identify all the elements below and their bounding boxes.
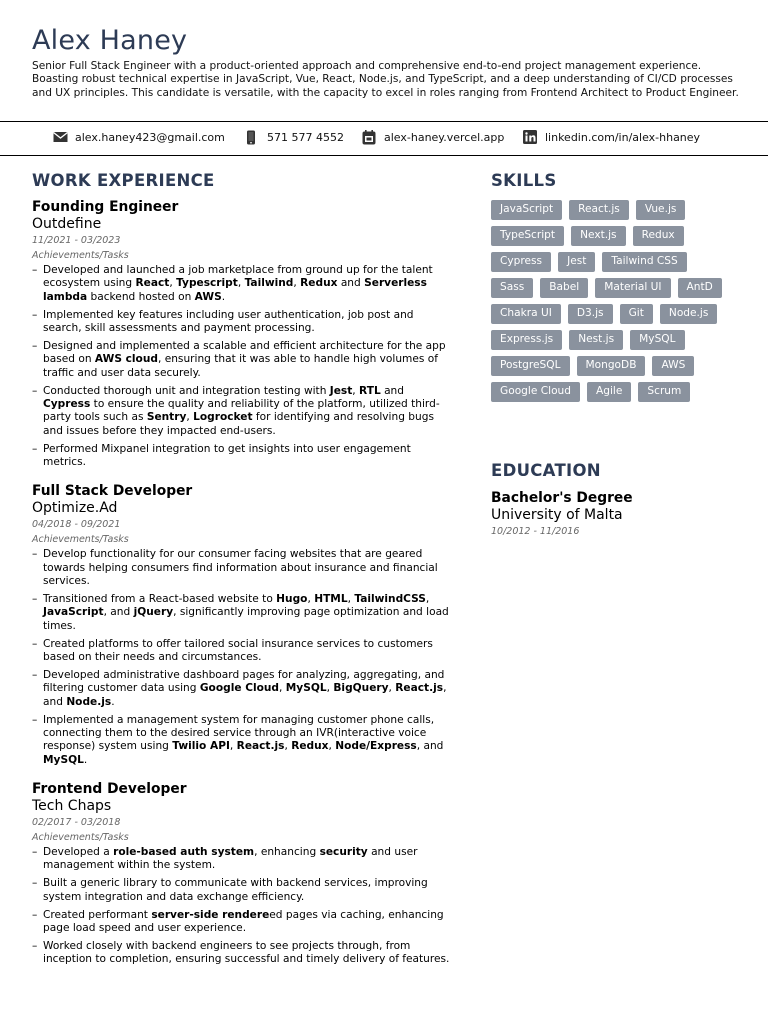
skill-tag: Git — [620, 304, 653, 324]
skill-tag: MySQL — [630, 330, 684, 350]
linkedin-icon — [523, 130, 537, 144]
achievement-list — [32, 846, 452, 967]
highlight-text: MySQL — [285, 682, 327, 695]
achievements-label: Achievements/Tasks — [32, 250, 129, 261]
skill-tag: React.js — [569, 200, 629, 220]
skill-tag: Next.js — [571, 226, 626, 246]
bullet-text: Implemented key features including user authentication, job post and search, skill assessments and payment processing. — [43, 308, 414, 334]
contact-phone[interactable] — [245, 130, 344, 144]
highlight-text: Twilio API — [172, 740, 230, 753]
achievement-item — [32, 877, 452, 904]
linkedin-text: linkedin.com/in/alex-hhaney — [545, 130, 701, 144]
highlight-text: Tailwind — [244, 277, 294, 290]
phone-icon — [245, 130, 259, 144]
highlight-text: server-side rendere — [151, 908, 270, 921]
degree-title: Bachelor's Degree — [491, 490, 633, 506]
email-text: alex.haney423@gmail.com — [75, 130, 225, 144]
mail-icon — [53, 130, 67, 144]
company-name: Outdefine — [32, 216, 102, 232]
achievement-item — [32, 385, 452, 438]
bullet-text: Performed Mixpanel integration to get insights into user engagement metrics. — [43, 442, 411, 469]
job-title: Frontend Developer — [32, 780, 187, 797]
website-icon — [362, 130, 376, 144]
bullet-text: Designed and implemented a scalable and efficient architecture for the app based on — [43, 340, 446, 366]
highlight-text: jQuery — [133, 606, 174, 619]
skill-tag: Cypress — [491, 252, 551, 272]
highlight-text: Sentry — [146, 411, 187, 424]
bullet-text: , — [326, 682, 334, 695]
achievement-list — [32, 548, 452, 767]
skill-tag: AWS — [652, 356, 694, 376]
skill-tag: Tailwind CSS — [602, 252, 686, 272]
bullet-text: and — [380, 384, 405, 397]
highlight-text: security — [319, 845, 368, 858]
highlight-text: React — [135, 277, 170, 290]
highlight-text: MySQL — [43, 753, 84, 766]
skill-tag: Jest — [558, 252, 595, 272]
bullet-text: Built a generic library to communicate with backend services, improving system integration and data exchange efficiency. — [43, 877, 428, 903]
bullet-text: , enhancing — [254, 845, 320, 858]
achievement-item — [32, 340, 452, 380]
bullet-text: Worked closely with backend engineers to see projects through, from inception to completion, ensuring successful and timely delivery of features. — [43, 940, 450, 966]
contact-website[interactable] — [362, 130, 504, 144]
bullet-text: and — [337, 277, 365, 290]
bullet-text: , — [352, 384, 360, 397]
highlight-text: React.js — [236, 740, 285, 753]
bullet-text: , ensuring that it was able to handle high volumes of traffic and user data securely. — [43, 353, 438, 379]
bullet-text: . — [221, 290, 226, 303]
education-dates: 10/2012 - 11/2016 — [491, 526, 580, 537]
highlight-text: Node.js — [66, 695, 112, 708]
job-entry — [32, 781, 452, 967]
company-name: Optimize.Ad — [32, 500, 118, 517]
bullet-text: Develop functionality for our consumer facing websites that are geared towards helping consumers find information about insurance and financial services. — [43, 548, 438, 587]
highlight-text: Logrocket — [193, 411, 253, 424]
contact-linkedin[interactable] — [523, 130, 700, 144]
skill-tag: Scrum — [638, 382, 690, 402]
highlight-text: RTL — [359, 384, 381, 397]
highlight-text: Redux — [300, 277, 338, 290]
phone-text: 571 577 4552 — [267, 130, 344, 144]
website-text: alex-haney.vercel.app — [384, 130, 505, 144]
bullet-text: to ensure the quality and reliability of the platform, utilized third-party tools such as — [43, 398, 440, 424]
highlight-text: HTML — [314, 593, 348, 606]
skill-tag: Redux — [633, 226, 684, 246]
skill-tag: Agile — [587, 382, 631, 402]
bullet-text: , — [186, 411, 194, 424]
skill-tag: Express.js — [491, 330, 562, 350]
highlight-text: JavaScript — [43, 606, 104, 619]
skill-tag: TypeScript — [491, 226, 564, 246]
highlight-text: Jest — [329, 384, 353, 397]
school-name: University of Malta — [491, 507, 623, 523]
highlight-text: Redux — [291, 740, 329, 753]
bullet-text: backend hosted on — [87, 290, 195, 303]
bullet-text: , — [425, 593, 430, 606]
bullet-text: , — [284, 740, 292, 753]
achievement-list — [32, 264, 452, 469]
highlight-text: Cypress — [43, 398, 91, 411]
skill-tag: Babel — [540, 278, 588, 298]
skill-tag: PostgreSQL — [491, 356, 570, 376]
bullet-text: Developed a — [43, 845, 114, 858]
highlight-text: Node/Express — [335, 740, 417, 753]
bullet-text: Created platforms to offer tailored social insurance services to customers based on their needs and circumstances. — [43, 637, 433, 664]
job-dates: 04/2018 - 09/2021 — [32, 519, 121, 531]
achievement-item — [32, 593, 452, 633]
bullet-text: Developed and launched a job marketplace from ground up for the talent ecosystem using — [43, 264, 433, 290]
bullet-text: for identifying and resolving bugs and issues before they impacted end-users. — [43, 411, 434, 437]
bullet-text: , — [237, 277, 245, 290]
achievement-item — [32, 909, 452, 936]
job-dates: 02/2017 - 03/2018 — [32, 816, 121, 828]
skill-tag: AntD — [678, 278, 722, 298]
skill-tag: Node.js — [660, 304, 717, 324]
skill-tag: D3.js — [568, 304, 613, 324]
bullet-text: , and — [43, 682, 447, 708]
work-experience-heading: WORK EXPERIENCE — [32, 171, 215, 190]
bullet-text: , — [388, 682, 396, 695]
highlight-text: Google Cloud — [199, 682, 280, 695]
contact-bar — [0, 121, 768, 156]
summary-text: Senior Full Stack Engineer with a product-oriented approach and comprehensive end-to-end project management experience. Boasting robust technical expertise in JavaScript, Vue, React, Node.js, and TypeScript, and a deep understanding of CI/CD processes and UX principles. This candidate is versatile, with the capacity to excel in roles ranging from Frontend Architect to Product Engineer. — [32, 60, 739, 99]
job-dates: 11/2021 - 03/2023 — [32, 235, 121, 246]
resume-header — [32, 26, 742, 100]
education-section — [491, 460, 741, 537]
skill-tag: Sass — [491, 278, 533, 298]
job-list — [32, 199, 452, 967]
bullet-text: . — [111, 695, 115, 708]
bullet-text: Developed administrative dashboard pages for analyzing, aggregating, and filtering customer data using — [43, 669, 445, 695]
bullet-text: , — [279, 682, 286, 695]
skill-tag: Nest.js — [569, 330, 623, 350]
bullet-text: Created performant — [43, 908, 152, 921]
highlight-text: Typescript — [176, 277, 238, 290]
highlight-text: Serverless lambda — [43, 277, 427, 303]
bullet-text: , — [293, 277, 301, 290]
bullet-text: . — [83, 753, 88, 766]
achievement-item — [32, 264, 452, 304]
job-title: Full Stack Developer — [32, 483, 193, 500]
skills-heading: SKILLS — [491, 171, 557, 190]
contact-email[interactable] — [53, 130, 225, 144]
highlight-text: AWS cloud — [94, 353, 158, 366]
skill-tag: Chakra UI — [491, 304, 561, 324]
skill-tag: Vue.js — [636, 200, 686, 220]
achievement-item — [32, 548, 452, 588]
achievement-item — [32, 714, 452, 767]
achievement-item — [32, 638, 452, 665]
bullet-text: Transitioned from a React-based website to — [43, 593, 277, 606]
job-title: Founding Engineer — [32, 199, 179, 215]
highlight-text: AWS — [194, 290, 222, 303]
work-experience-section — [32, 170, 452, 972]
skill-tag: JavaScript — [491, 200, 562, 220]
achievement-item — [32, 443, 452, 470]
bullet-text: , — [328, 740, 336, 753]
achievement-item — [32, 846, 452, 873]
right-column — [491, 170, 741, 537]
highlight-text: role-based auth system — [113, 845, 255, 858]
achievements-label: Achievements/Tasks — [32, 831, 129, 843]
education-heading: EDUCATION — [491, 461, 601, 480]
highlight-text: Hugo — [276, 593, 308, 606]
highlight-text: React.js — [395, 682, 444, 695]
bullet-text: , — [347, 593, 355, 606]
achievements-label: Achievements/Tasks — [32, 534, 129, 546]
bullet-text: and user management within the system. — [43, 845, 418, 872]
bullet-text: ed pages via caching, enhancing page load speed and user experience. — [43, 908, 444, 935]
bullet-text: , and — [103, 606, 134, 619]
bullet-text: , significantly improving page optimization and load times. — [43, 606, 449, 632]
bullet-text: Conducted thorough unit and integration testing with — [43, 384, 330, 397]
skill-tag: Material UI — [595, 278, 670, 298]
job-entry — [32, 483, 452, 767]
job-entry — [32, 199, 452, 469]
bullet-text: , — [169, 277, 177, 290]
achievement-item — [32, 940, 452, 967]
skill-tag: Google Cloud — [491, 382, 580, 402]
bullet-text: , — [307, 593, 315, 606]
achievement-item — [32, 309, 452, 336]
bullet-text: Implemented a management system for managing customer phone calls, connecting them to the desired service through an IVR(interactive voice response) system using — [43, 713, 435, 753]
candidate-name: Alex Haney — [32, 25, 188, 56]
company-name: Tech Chaps — [32, 797, 112, 814]
skill-tag: MongoDB — [577, 356, 646, 376]
bullet-text: , and — [416, 740, 444, 753]
highlight-text: TailwindCSS — [354, 593, 426, 606]
highlight-text: BigQuery — [333, 682, 389, 695]
bullet-text: , — [229, 740, 237, 753]
skills-tag-list — [491, 200, 741, 408]
achievement-item — [32, 669, 452, 709]
